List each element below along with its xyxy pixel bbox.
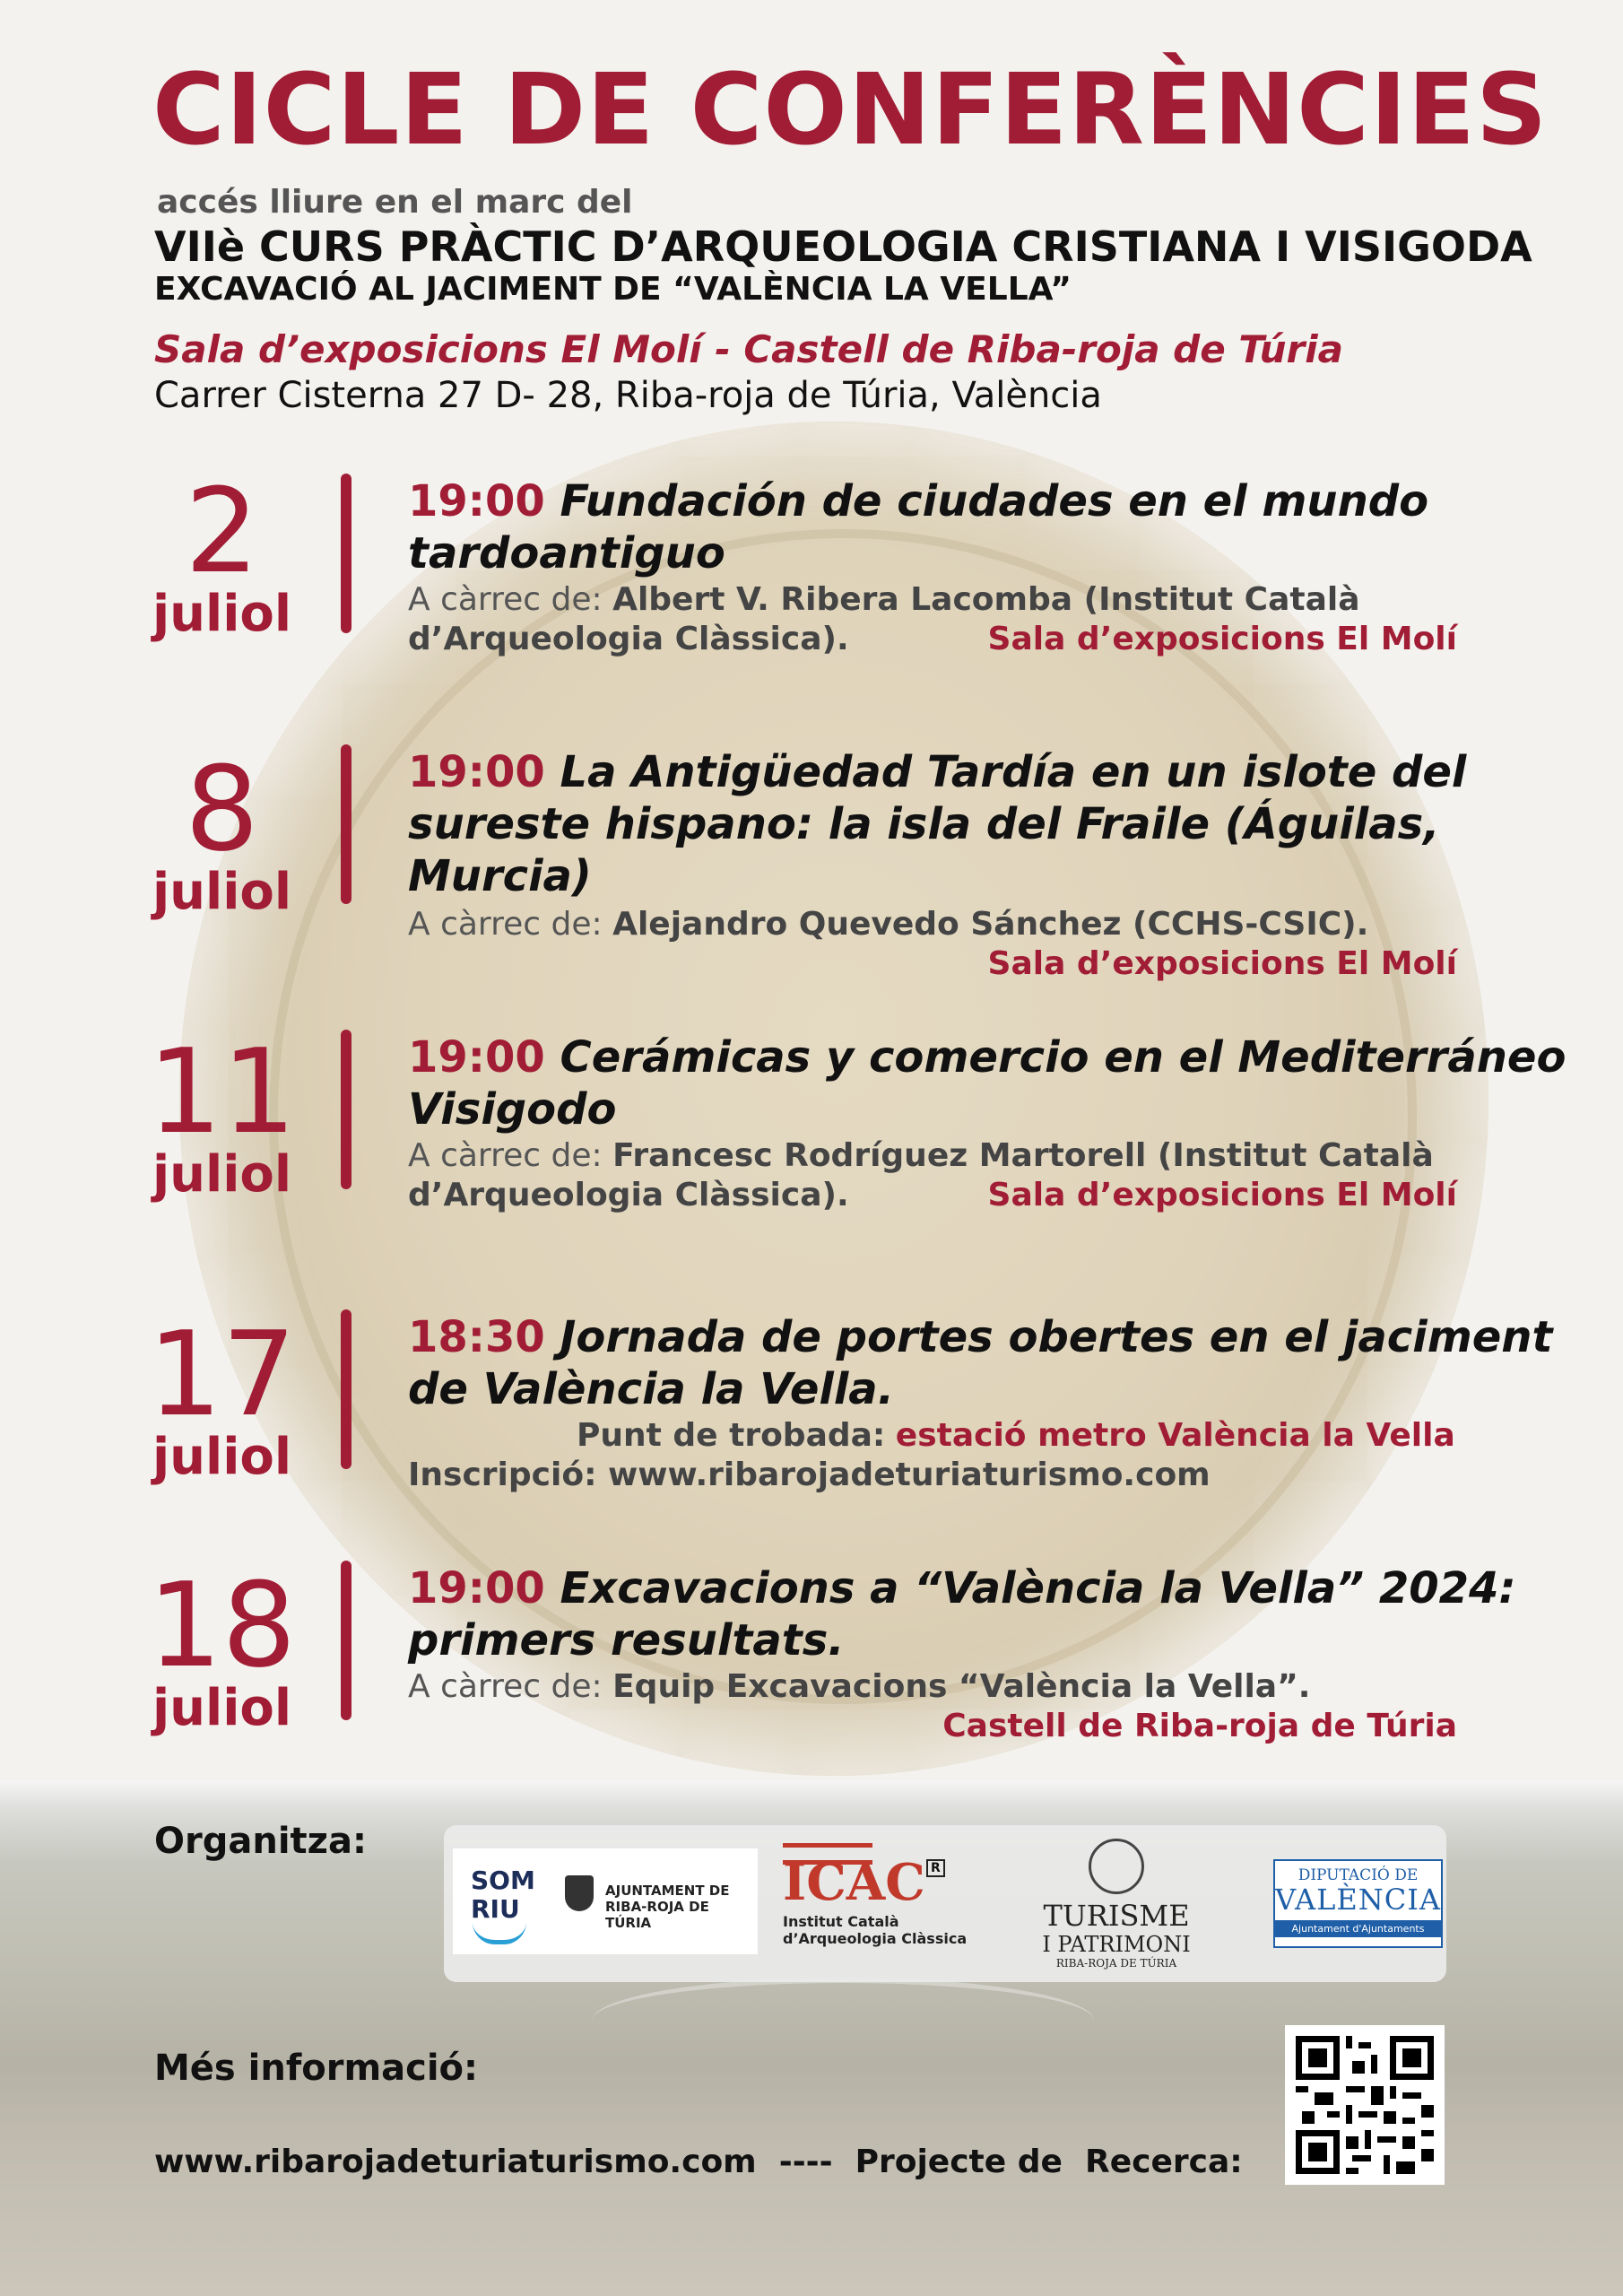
event-title-4 bbox=[408, 1311, 1574, 1415]
speaker-name: Equip Excavacions “València la Vella”. bbox=[612, 1668, 1311, 1705]
turisme-patrimoni-logo: TURISME I PATRIMONI RIBA-ROJA DE TÚRIA bbox=[1027, 1839, 1206, 1970]
event-date-2 bbox=[143, 741, 300, 921]
event-day: 11 bbox=[147, 1023, 297, 1160]
event-title-1 bbox=[408, 475, 1574, 579]
event-time: 19:00 bbox=[408, 747, 545, 797]
event-title-3 bbox=[408, 1031, 1574, 1135]
poster-title: CICLE DE CONFERÈNCIES bbox=[152, 52, 1549, 167]
event-divider bbox=[341, 474, 352, 633]
event-date-3 bbox=[143, 1023, 300, 1204]
event-date-5 bbox=[143, 1557, 300, 1737]
event-title-text: Cerámicas y comercio en el Mediterráneo Visigodo bbox=[408, 1032, 1567, 1135]
event-speaker-1b: d’Arqueologia Clàssica). bbox=[408, 621, 849, 657]
logos-panel: SOM RIU AJUNTAMENT DE RIBA-ROJA DE TÚRIA ICAC R Institut Català d’Arqueologia Clàssica TURISME I PATRIMONI RIBA-ROJA DE TÚRIA DIPUTACIÓ DE VALÈNCIA Ajuntament d'Ajuntaments bbox=[444, 1825, 1446, 1982]
event-speaker-5: A càrrec de: Equip Excavacions “València la Vella”. bbox=[408, 1668, 1311, 1705]
footer-line: www.ribarojadeturiaturismo.com ---- Projecte de Recerca: bbox=[154, 2144, 1243, 2180]
venue-address: Carrer Cisterna 27 D- 28, Riba-roja de Túria, València bbox=[154, 375, 1102, 416]
event-day: 17 bbox=[147, 1306, 297, 1442]
event-title-text: Jornada de portes obertes en el jaciment de València la Vella. bbox=[408, 1312, 1553, 1414]
event-month: juliol bbox=[152, 1428, 292, 1486]
event-speaker-1: A càrrec de: Albert V. Ribera Lacomba (Institut Català bbox=[408, 581, 1360, 618]
event-place-5: Castell de Riba-roja de Túria bbox=[942, 1708, 1457, 1744]
event-title-5 bbox=[408, 1562, 1574, 1666]
event-title-text: Fundación de ciudades en el mundo tardoantiguo bbox=[408, 476, 1429, 578]
event-date-4 bbox=[143, 1306, 300, 1486]
more-info-label: Més informació: bbox=[154, 2048, 479, 2089]
meeting-place: estació metro València la Vella bbox=[895, 1417, 1455, 1454]
event-time: 19:00 bbox=[408, 1563, 545, 1613]
event-day: 8 bbox=[185, 741, 259, 877]
qr-code-icon[interactable] bbox=[1285, 2025, 1445, 2185]
event-place-1: Sala d’exposicions El Molí bbox=[987, 621, 1457, 657]
event-date-1 bbox=[143, 463, 300, 643]
venue-title: Sala d’exposicions El Molí - Castell de Riba-roja de Túria bbox=[154, 327, 1343, 371]
organizers-label: Organitza: bbox=[154, 1821, 367, 1862]
event-time: 18:30 bbox=[408, 1312, 545, 1362]
seal-icon bbox=[1089, 1839, 1144, 1894]
somriu-logo: SOM RIU AJUNTAMENT DE RIBA-ROJA DE TÚRIA bbox=[453, 1848, 758, 1954]
event-place-2: Sala d’exposicions El Molí bbox=[987, 945, 1457, 982]
event-speaker-3b: d’Arqueologia Clàssica). bbox=[408, 1177, 849, 1213]
event-title-text: La Antigüedad Tardía en un islote del sureste hispano: la isla del Fraile (Águilas, Murcia) bbox=[408, 747, 1467, 901]
event-meeting-point: Punt de trobada: estació metro València la Vella bbox=[577, 1417, 1455, 1454]
event-speaker-2: A càrrec de: Alejandro Quevedo Sánchez (CCHS-CSIC). bbox=[408, 906, 1369, 943]
event-place-3: Sala d’exposicions El Molí bbox=[987, 1177, 1457, 1213]
event-month: juliol bbox=[152, 1145, 292, 1204]
event-speaker-3: A càrrec de: Francesc Rodríguez Martorell (Institut Català bbox=[408, 1137, 1434, 1174]
coat-of-arms-icon bbox=[565, 1875, 594, 1911]
speaker-name: Albert V. Ribera Lacomba (Institut Català bbox=[612, 581, 1360, 618]
subtitle-intro: accés lliure en el marc del bbox=[157, 184, 633, 221]
event-title-text: Excavacions a “València la Vella” 2024: primers resultats. bbox=[408, 1563, 1516, 1665]
event-divider bbox=[341, 744, 352, 904]
event-title-2 bbox=[408, 746, 1574, 902]
event-time: 19:00 bbox=[408, 1032, 545, 1083]
event-divider bbox=[341, 1561, 352, 1720]
swoosh-icon bbox=[473, 1922, 526, 1944]
course-name: VIIè CURS PRÀCTIC D’ARQUEOLOGIA CRISTIANA I VISIGODA bbox=[154, 222, 1532, 271]
event-day: 2 bbox=[185, 463, 259, 599]
qr-pattern bbox=[1296, 2036, 1434, 2174]
event-divider bbox=[341, 1309, 352, 1469]
event-day: 18 bbox=[147, 1557, 297, 1693]
excavation-name: EXCAVACIÓ AL JACIMENT DE “VALÈNCIA LA VELLA” bbox=[154, 271, 1072, 308]
speaker-name: Francesc Rodríguez Martorell (Institut Català bbox=[612, 1137, 1434, 1174]
diputacio-logo: DIPUTACIÓ DE VALÈNCIA Ajuntament d'Ajuntaments bbox=[1273, 1859, 1443, 1948]
speaker-name: Alejandro Quevedo Sánchez (CCHS-CSIC). bbox=[612, 906, 1369, 943]
event-month: juliol bbox=[152, 585, 292, 643]
event-month: juliol bbox=[152, 863, 292, 921]
event-time: 19:00 bbox=[408, 476, 545, 526]
event-month: juliol bbox=[152, 1679, 292, 1737]
event-registration: Inscripció: www.ribarojadeturiaturismo.com bbox=[408, 1457, 1211, 1493]
event-divider bbox=[341, 1030, 352, 1189]
